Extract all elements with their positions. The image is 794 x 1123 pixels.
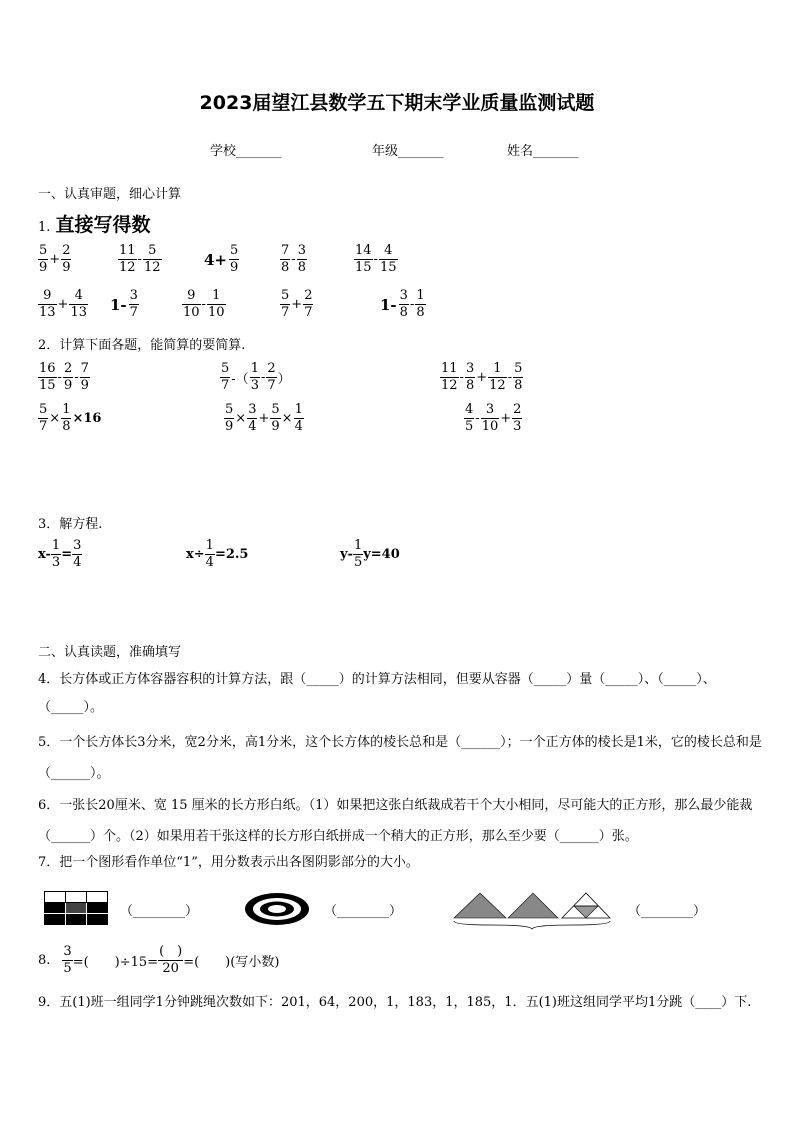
section-2-heading: 二、认真读题，准确填写	[38, 645, 182, 660]
grid-figure	[44, 891, 108, 925]
q4-text: 4．长方体或正方体容器容积的计算方法，跟（_____）的计算方法相同，但要从容器（_____）量（_____）、（_____）、（_____）。	[38, 672, 716, 715]
triangle-figure	[452, 890, 612, 930]
q2-item-f: $\frac{4}{5}$ - $\frac{3}{10}$ + $\frac{2}{3}$	[465, 402, 522, 434]
q5-text: 5．一个长方体长3分米，宽2分米，高1分米，这个长方体的棱长总和是（______）；一个正方体的棱长是1米，它的棱长总和是（______）。	[38, 735, 762, 781]
page-title: 2023届望江县数学五下期末学业质量监测试题	[199, 92, 595, 114]
q1-item-b: $\frac{11}{12}$ - $\frac{5}{12}$	[119, 243, 161, 275]
q2-item-c: $\frac{11}{12}$ - $\frac{3}{8}$ + $\frac{1}{12}$ - $\frac{5}{8}$	[441, 361, 523, 393]
q2-item-b: $\frac{5}{7}$ -（ $\frac{1}{3}$ - $\frac{2}{7}$ ）	[221, 361, 291, 393]
q7-blank-3[interactable]: （________）	[628, 904, 707, 919]
q3-item-b: x÷ $\frac{1}{4}$ =2.5	[186, 538, 249, 570]
q2-item-e: $\frac{5}{9}$ × $\frac{3}{4}$ + $\frac{5}{9}$ × $\frac{1}{4}$	[225, 402, 303, 434]
q6-text: 6．一张长20厘米、宽 15 厘米的长方形白纸。（1）如果把这张白纸裁成若干个大小相同，尽可能大的正方形，那么最少能裁（______）个。（2）如果用若干张这样的长方形白纸拼成一个稍大的正方形，那么至少要（______）张。	[38, 798, 753, 844]
name-field: 姓名_______	[507, 144, 579, 159]
q7-text: 7．把一个图形看作单位“1”，用分数表示出各图阴影部分的大小。	[38, 855, 419, 870]
section-1-heading: 一、认真审题，细心计算	[38, 187, 182, 202]
q1-item-g: 1- $\frac{3}{7}$	[110, 288, 138, 320]
q7-blank-2[interactable]: （________）	[324, 904, 403, 919]
q1-item-j: 1- $\frac{3}{8}$ - $\frac{1}{8}$	[380, 288, 425, 320]
q1-item-d: $\frac{7}{8}$ - $\frac{3}{8}$	[281, 243, 306, 275]
q1-item-h: $\frac{9}{10}$ - $\frac{1}{10}$	[183, 288, 225, 320]
q3-item-c: y- $\frac{1}{5}$ y=40	[340, 538, 400, 570]
q1-item-e: $\frac{14}{15}$ - $\frac{4}{15}$	[355, 243, 397, 275]
q9-text: 9．五(1)班一组同学1分钟跳绳次数如下：201，64，200，1，183，1，185，1．五(1)班这组同学平均1分跳（____）下.	[38, 995, 752, 1010]
q1-heading: 1. 直接写得数	[38, 214, 151, 236]
q7-blank-1[interactable]: （________）	[120, 904, 199, 919]
ring-figure	[244, 892, 310, 926]
q3-heading: 3．解方程.	[38, 517, 103, 532]
q8-line: 8. $\frac{3}{5}$ =( )÷15= $\frac{( )}{20}$ =( )(写小数)	[38, 944, 280, 976]
q1-item-f: $\frac{9}{13}$ + $\frac{4}{13}$	[39, 288, 87, 320]
q2-heading: 2．计算下面各题，能简算的要简算.	[38, 338, 246, 353]
q1-item-a: $\frac{5}{9}$ + $\frac{2}{9}$	[39, 243, 71, 275]
q1-item-i: $\frac{5}{7}$ + $\frac{2}{7}$	[281, 288, 313, 320]
q2-item-a: $\frac{16}{15}$ - $\frac{2}{9}$ - $\frac{7}{9}$	[39, 361, 89, 393]
school-field: 学校_______	[210, 144, 282, 159]
grade-field: 年级_______	[372, 144, 444, 159]
q3-item-a: x- $\frac{1}{3}$ = $\frac{3}{4}$	[38, 538, 82, 570]
q2-item-d: $\frac{5}{7}$ × $\frac{1}{8}$ ×16	[39, 402, 102, 434]
q1-item-c: 4+ $\frac{5}{9}$	[204, 243, 239, 275]
